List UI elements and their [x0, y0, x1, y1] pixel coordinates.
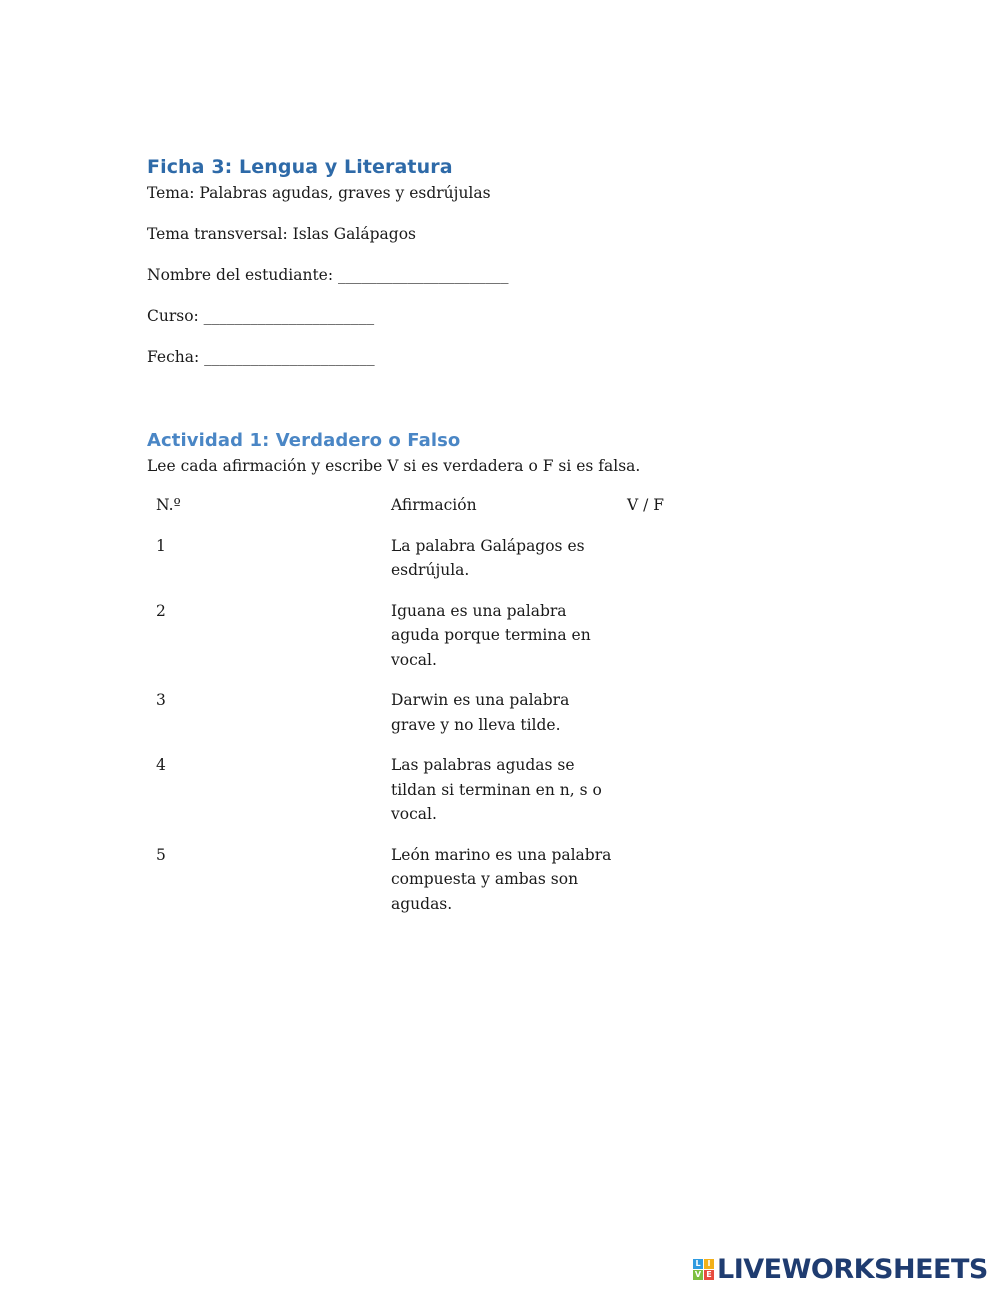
course-field[interactable]: Curso: ______________________	[147, 307, 375, 325]
logo-letter: I	[704, 1259, 714, 1269]
table-header-row	[156, 493, 707, 534]
row-number: 4	[156, 756, 166, 774]
answer-cell[interactable]	[627, 843, 707, 933]
date-field[interactable]: Fecha: ______________________	[147, 348, 375, 366]
activity-title: Actividad 1: Verdadero o Falso	[147, 430, 461, 451]
row-statement	[391, 843, 627, 933]
student-name-field[interactable]: Nombre del estudiante: ______________________	[147, 266, 509, 284]
answer-cell[interactable]	[627, 599, 707, 689]
logo-text: LIVEWORKSHEETS	[717, 1253, 988, 1285]
logo-mark-icon	[693, 1259, 714, 1280]
table-row	[156, 688, 707, 753]
worksheet-header	[147, 156, 867, 368]
row-statement-text: Iguana es una palabra aguda porque termina en vocal.	[391, 601, 591, 669]
worksheet-meta	[147, 182, 867, 368]
row-number: 5	[156, 845, 166, 864]
row-statement	[391, 599, 627, 689]
row-statement	[391, 688, 627, 753]
page-title: Ficha 3: Lengua y Literatura	[147, 156, 453, 178]
row-statement-text: León marino es una palabra compuesta y ambas son agudas.	[391, 845, 612, 913]
tema-line: Tema: Palabras agudas, graves y esdrújulas	[147, 184, 491, 202]
logo-letter: V	[694, 1269, 702, 1279]
logo-letter: E	[704, 1270, 714, 1280]
answer-cell[interactable]	[627, 688, 707, 753]
row-statement	[391, 753, 627, 843]
true-false-table	[156, 493, 707, 932]
answer-cell[interactable]	[627, 534, 707, 599]
activity-instructions: Lee cada afirmación y escribe V si es verdadera o F si es falsa.	[147, 457, 641, 475]
row-number: 3	[156, 691, 166, 709]
row-number: 2	[156, 601, 166, 620]
column-header-number: N.º	[156, 496, 181, 514]
row-statement-text: Las palabras agudas se tildan si terminan en n, s o vocal.	[391, 756, 602, 823]
liveworksheets-logo	[693, 1254, 988, 1284]
logo-letter: L	[693, 1259, 703, 1269]
column-header-statement: Afirmación	[391, 496, 477, 514]
answer-cell[interactable]	[627, 753, 707, 843]
row-statement-text: La palabra Galápagos es esdrújula.	[391, 536, 585, 579]
row-statement-text: Darwin es una palabra grave y no lleva tilde.	[391, 691, 570, 734]
table-row	[156, 753, 707, 843]
column-header-answer: V / F	[627, 496, 665, 514]
table-row	[156, 599, 707, 689]
row-statement	[391, 534, 627, 599]
table-row	[156, 534, 707, 599]
tema-transversal-line: Tema transversal: Islas Galápagos	[147, 225, 416, 243]
row-number: 1	[156, 536, 166, 555]
table-row	[156, 843, 707, 933]
activity-1	[147, 430, 867, 932]
